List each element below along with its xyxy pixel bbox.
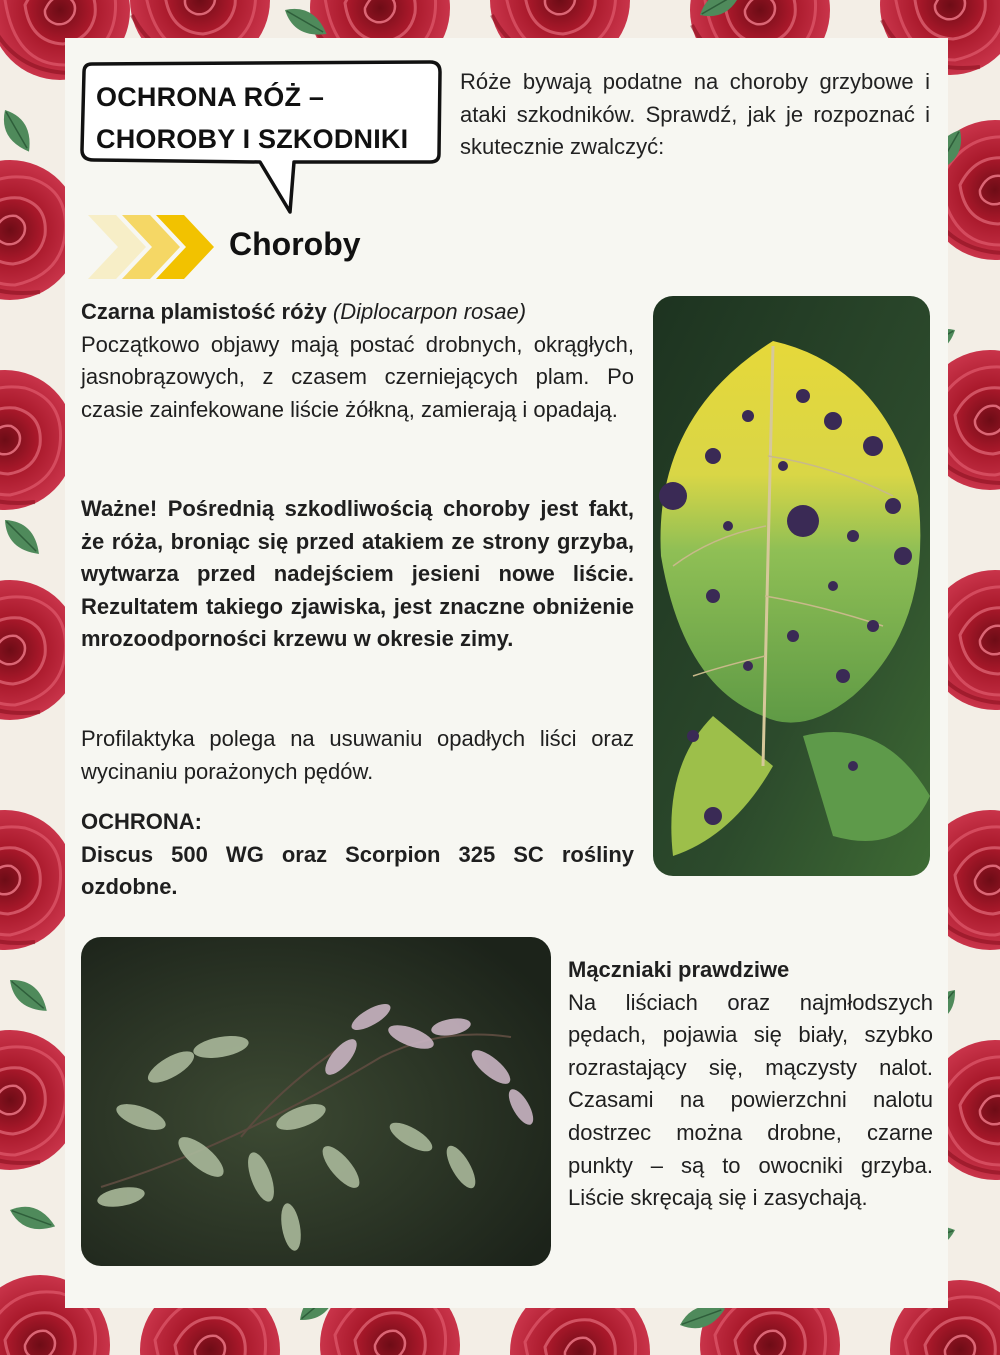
intro-text: Róże bywają podatne na choroby grzybowe i ataki szkodników. Sprawdź, jak je rozpoznać i skutecznie zwalczyć: — [460, 69, 930, 159]
protection-products: Discus 500 WG oraz Scorpion 325 SC rośliny ozdobne. — [81, 841, 634, 900]
powdery-mildew-description — [568, 954, 933, 1215]
page-title-line2: CHOROBY I SZKODNIKI — [96, 124, 409, 154]
black-spot-prevention — [81, 723, 634, 788]
black-spot-description — [81, 296, 634, 426]
black-spot-leaf-photo — [653, 296, 930, 876]
black-spot-protection — [81, 806, 634, 904]
powdery-mildew-photo — [81, 937, 551, 1266]
prevention-text: Profilaktyka polega na usuwaniu opadłych liści oraz wycinaniu porażonych pędów. — [81, 726, 634, 784]
black-spot-important-note — [81, 493, 634, 656]
black-spot-latin-name: (Diplocarpon rosae) — [332, 299, 527, 324]
page-title-line1: OCHRONA RÓŻ – — [96, 82, 325, 112]
page-title — [96, 76, 441, 160]
chevron-arrows-icon — [88, 215, 216, 279]
protection-label: OCHRONA: — [81, 809, 202, 834]
powdery-mildew-name: Mączniaki prawdziwe — [568, 957, 790, 982]
black-spot-symptoms: Początkowo objawy mają postać drobnych, okrągłych, jasnobrązowych, z czasem czerniejących plam. Po czasie zainfekowane liście żółkną, zamierają i opadają. — [81, 331, 634, 422]
important-note-text: Ważne! Pośrednią szkodliwością choroby jest fakt, że róża, broniąc się przed atakiem ze strony grzyba, wytwarza przed nadejściem jesieni nowe liście. Rezultatem takiego zjawiska, jest znaczne obniżenie mrozoodporności krzewu w okresie zimy. — [81, 496, 634, 652]
black-spot-name: Czarna plamistość róży — [81, 299, 327, 324]
powdery-mildew-symptoms: Na liściach oraz najmłodszych pędach, pojawia się biały, szybko rozrastający się, mączysty nalot. Czasami na powierzchni nalotu dostrzec można drobne, czarne punkty – są to owocniki grzyba. Liście skręcają się i zasychają. — [568, 989, 933, 1211]
section-heading-diseases: Choroby — [229, 226, 361, 262]
